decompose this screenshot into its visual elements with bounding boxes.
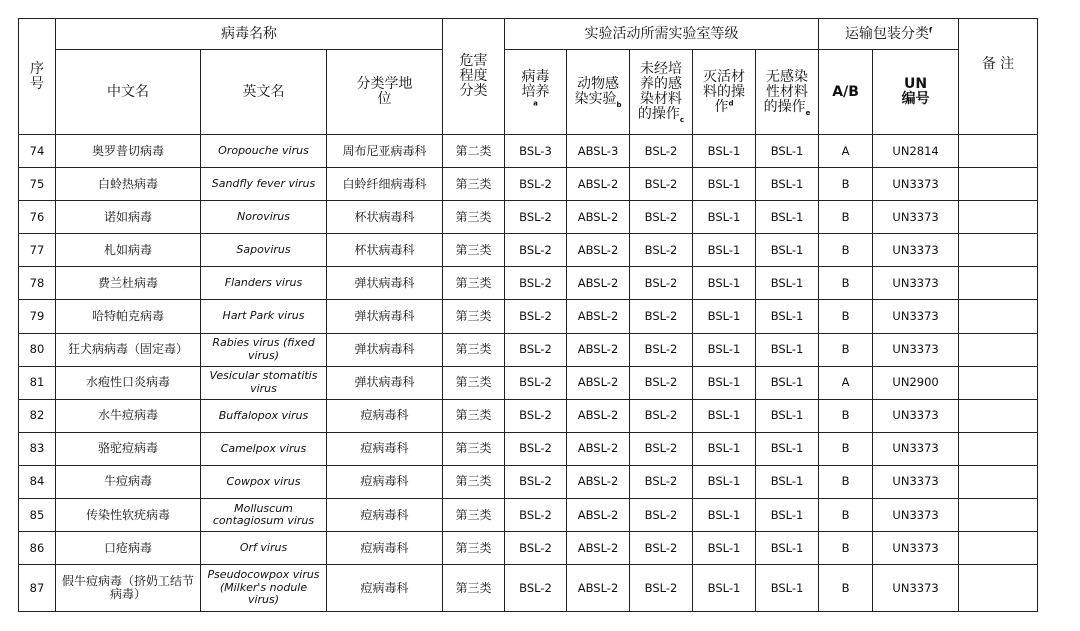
cell-en-name: Molluscum contagiosum virus bbox=[201, 499, 327, 532]
cell-animal: ABSL-2 bbox=[567, 267, 630, 300]
cell-animal: ABSL-2 bbox=[567, 432, 630, 465]
table-body bbox=[19, 135, 1038, 612]
cell-noninfectious: BSL-1 bbox=[756, 432, 819, 465]
cell-culture: BSL-2 bbox=[505, 432, 567, 465]
cell-no: 86 bbox=[19, 532, 56, 565]
cell-family: 白蛉纤细病毒科 bbox=[327, 168, 443, 201]
cell-cn-name: 水牛痘病毒 bbox=[56, 399, 201, 432]
table-row bbox=[19, 300, 1038, 333]
table-header bbox=[19, 19, 1038, 135]
cell-remark bbox=[959, 135, 1038, 168]
cell-inactivated: BSL-1 bbox=[693, 168, 756, 201]
cell-hazard: 第三类 bbox=[443, 565, 505, 612]
cell-culture: BSL-2 bbox=[505, 300, 567, 333]
cell-no: 78 bbox=[19, 267, 56, 300]
cell-remark bbox=[959, 234, 1038, 267]
cell-family: 痘病毒科 bbox=[327, 565, 443, 612]
cell-un: UN3373 bbox=[873, 300, 959, 333]
header-ab: A/B bbox=[819, 50, 873, 135]
cell-cn-name: 奥罗普切病毒 bbox=[56, 135, 201, 168]
cell-remark bbox=[959, 499, 1038, 532]
cell-inactivated: BSL-1 bbox=[693, 399, 756, 432]
cell-noninfectious: BSL-1 bbox=[756, 532, 819, 565]
cell-no: 76 bbox=[19, 201, 56, 234]
cell-ab: B bbox=[819, 168, 873, 201]
cell-animal: ABSL-2 bbox=[567, 532, 630, 565]
cell-animal: ABSL-2 bbox=[567, 499, 630, 532]
cell-en-name: Flanders virus bbox=[201, 267, 327, 300]
cell-inactivated: BSL-1 bbox=[693, 300, 756, 333]
cell-hazard: 第三类 bbox=[443, 532, 505, 565]
cell-culture: BSL-2 bbox=[505, 168, 567, 201]
cell-family: 周布尼亚病毒科 bbox=[327, 135, 443, 168]
cell-noninfectious: BSL-1 bbox=[756, 135, 819, 168]
cell-animal: ABSL-2 bbox=[567, 168, 630, 201]
cell-family: 痘病毒科 bbox=[327, 432, 443, 465]
cell-animal: ABSL-3 bbox=[567, 135, 630, 168]
cell-inactivated: BSL-1 bbox=[693, 565, 756, 612]
cell-cn-name: 骆驼痘病毒 bbox=[56, 432, 201, 465]
cell-un: UN3373 bbox=[873, 333, 959, 366]
cell-cn-name: 费兰杜病毒 bbox=[56, 267, 201, 300]
table-row bbox=[19, 135, 1038, 168]
cell-inactivated: BSL-1 bbox=[693, 135, 756, 168]
cell-inactivated: BSL-1 bbox=[693, 432, 756, 465]
cell-animal: ABSL-2 bbox=[567, 565, 630, 612]
cell-no: 84 bbox=[19, 465, 56, 498]
cell-family: 杯状病毒科 bbox=[327, 201, 443, 234]
cell-inactivated: BSL-1 bbox=[693, 234, 756, 267]
cell-ab: B bbox=[819, 234, 873, 267]
cell-remark bbox=[959, 300, 1038, 333]
header-remarks: 备 注 bbox=[959, 19, 1038, 135]
cell-un: UN3373 bbox=[873, 499, 959, 532]
cell-uncultured: BSL-2 bbox=[630, 135, 693, 168]
cell-no: 75 bbox=[19, 168, 56, 201]
cell-remark bbox=[959, 201, 1038, 234]
cell-hazard: 第三类 bbox=[443, 168, 505, 201]
cell-cn-name: 狂犬病病毒（固定毒） bbox=[56, 333, 201, 366]
table-row bbox=[19, 465, 1038, 498]
cell-culture: BSL-2 bbox=[505, 201, 567, 234]
cell-cn-name: 牛痘病毒 bbox=[56, 465, 201, 498]
cell-cn-name: 札如病毒 bbox=[56, 234, 201, 267]
cell-cn-name: 传染性软疣病毒 bbox=[56, 499, 201, 532]
cell-hazard: 第三类 bbox=[443, 333, 505, 366]
table-row bbox=[19, 234, 1038, 267]
cell-uncultured: BSL-2 bbox=[630, 465, 693, 498]
cell-inactivated: BSL-1 bbox=[693, 499, 756, 532]
cell-family: 痘病毒科 bbox=[327, 465, 443, 498]
cell-remark bbox=[959, 532, 1038, 565]
cell-un: UN3373 bbox=[873, 234, 959, 267]
cell-en-name: Oropouche virus bbox=[201, 135, 327, 168]
cell-en-name: Vesicular stomatitis virus bbox=[201, 366, 327, 399]
cell-en-name: Cowpox virus bbox=[201, 465, 327, 498]
cell-inactivated: BSL-1 bbox=[693, 201, 756, 234]
cell-cn-name: 水疱性口炎病毒 bbox=[56, 366, 201, 399]
cell-hazard: 第二类 bbox=[443, 135, 505, 168]
table-row bbox=[19, 267, 1038, 300]
cell-ab: B bbox=[819, 399, 873, 432]
cell-remark bbox=[959, 565, 1038, 612]
cell-ab: B bbox=[819, 432, 873, 465]
cell-noninfectious: BSL-1 bbox=[756, 499, 819, 532]
cell-animal: ABSL-2 bbox=[567, 201, 630, 234]
cell-noninfectious: BSL-1 bbox=[756, 201, 819, 234]
table-row bbox=[19, 532, 1038, 565]
header-noninfectious: 无感染性材料的操作$_e$ bbox=[756, 50, 819, 135]
cell-un: UN3373 bbox=[873, 532, 959, 565]
cell-culture: BSL-3 bbox=[505, 135, 567, 168]
document-page bbox=[18, 18, 1038, 612]
cell-remark bbox=[959, 267, 1038, 300]
cell-hazard: 第三类 bbox=[443, 366, 505, 399]
cell-uncultured: BSL-2 bbox=[630, 565, 693, 612]
cell-un: UN3373 bbox=[873, 399, 959, 432]
header-uncultured: 未经培养的感染材料的操作$_c$ bbox=[630, 50, 693, 135]
cell-animal: ABSL-2 bbox=[567, 333, 630, 366]
cell-inactivated: BSL-1 bbox=[693, 465, 756, 498]
table-row bbox=[19, 432, 1038, 465]
cell-family: 痘病毒科 bbox=[327, 532, 443, 565]
cell-hazard: 第三类 bbox=[443, 201, 505, 234]
cell-ab: B bbox=[819, 300, 873, 333]
cell-uncultured: BSL-2 bbox=[630, 333, 693, 366]
cell-family: 杯状病毒科 bbox=[327, 234, 443, 267]
cell-hazard: 第三类 bbox=[443, 234, 505, 267]
cell-cn-name: 假牛痘病毒（挤奶工结节病毒） bbox=[56, 565, 201, 612]
cell-un: UN3373 bbox=[873, 168, 959, 201]
cell-en-name: Rabies virus (fixed virus) bbox=[201, 333, 327, 366]
cell-un: UN2900 bbox=[873, 366, 959, 399]
cell-en-name: Sapovirus bbox=[201, 234, 327, 267]
header-inactivated: 灭活材料的操作$^d$ bbox=[693, 50, 756, 135]
cell-family: 弹状病毒科 bbox=[327, 366, 443, 399]
cell-ab: B bbox=[819, 532, 873, 565]
cell-inactivated: BSL-1 bbox=[693, 267, 756, 300]
cell-cn-name: 白蛉热病毒 bbox=[56, 168, 201, 201]
cell-no: 79 bbox=[19, 300, 56, 333]
cell-uncultured: BSL-2 bbox=[630, 399, 693, 432]
cell-uncultured: BSL-2 bbox=[630, 234, 693, 267]
cell-inactivated: BSL-1 bbox=[693, 333, 756, 366]
cell-culture: BSL-2 bbox=[505, 565, 567, 612]
table-row bbox=[19, 565, 1038, 612]
cell-un: UN3373 bbox=[873, 201, 959, 234]
cell-noninfectious: BSL-1 bbox=[756, 565, 819, 612]
cell-noninfectious: BSL-1 bbox=[756, 234, 819, 267]
cell-culture: BSL-2 bbox=[505, 465, 567, 498]
cell-no: 87 bbox=[19, 565, 56, 612]
cell-remark bbox=[959, 432, 1038, 465]
cell-ab: A bbox=[819, 135, 873, 168]
cell-family: 弹状病毒科 bbox=[327, 333, 443, 366]
table-row bbox=[19, 399, 1038, 432]
table-row bbox=[19, 201, 1038, 234]
cell-un: UN3373 bbox=[873, 565, 959, 612]
cell-uncultured: BSL-2 bbox=[630, 267, 693, 300]
cell-family: 痘病毒科 bbox=[327, 499, 443, 532]
cell-noninfectious: BSL-1 bbox=[756, 399, 819, 432]
cell-en-name: Hart Park virus bbox=[201, 300, 327, 333]
cell-family: 痘病毒科 bbox=[327, 399, 443, 432]
cell-noninfectious: BSL-1 bbox=[756, 465, 819, 498]
cell-culture: BSL-2 bbox=[505, 499, 567, 532]
cell-culture: BSL-2 bbox=[505, 333, 567, 366]
cell-animal: ABSL-2 bbox=[567, 366, 630, 399]
cell-no: 80 bbox=[19, 333, 56, 366]
cell-noninfectious: BSL-1 bbox=[756, 267, 819, 300]
cell-no: 81 bbox=[19, 366, 56, 399]
cell-family: 弹状病毒科 bbox=[327, 267, 443, 300]
cell-noninfectious: BSL-1 bbox=[756, 333, 819, 366]
cell-inactivated: BSL-1 bbox=[693, 366, 756, 399]
cell-no: 77 bbox=[19, 234, 56, 267]
cell-animal: ABSL-2 bbox=[567, 234, 630, 267]
header-virus-name-group: 病毒名称 bbox=[56, 19, 443, 50]
cell-en-name: Camelpox virus bbox=[201, 432, 327, 465]
cell-culture: BSL-2 bbox=[505, 366, 567, 399]
cell-culture: BSL-2 bbox=[505, 234, 567, 267]
cell-hazard: 第三类 bbox=[443, 465, 505, 498]
cell-ab: B bbox=[819, 267, 873, 300]
cell-animal: ABSL-2 bbox=[567, 465, 630, 498]
header-en-name: 英文名 bbox=[201, 50, 327, 135]
cell-no: 82 bbox=[19, 399, 56, 432]
cell-remark bbox=[959, 366, 1038, 399]
cell-un: UN3373 bbox=[873, 267, 959, 300]
header-animal: 动物感染实验$_b$ bbox=[567, 50, 630, 135]
cell-un: UN2814 bbox=[873, 135, 959, 168]
header-seq: 序号 bbox=[19, 19, 56, 135]
cell-no: 83 bbox=[19, 432, 56, 465]
cell-remark bbox=[959, 399, 1038, 432]
cell-un: UN3373 bbox=[873, 432, 959, 465]
cell-uncultured: BSL-2 bbox=[630, 168, 693, 201]
cell-uncultured: BSL-2 bbox=[630, 499, 693, 532]
cell-uncultured: BSL-2 bbox=[630, 201, 693, 234]
cell-cn-name: 哈特帕克病毒 bbox=[56, 300, 201, 333]
cell-uncultured: BSL-2 bbox=[630, 432, 693, 465]
cell-remark bbox=[959, 333, 1038, 366]
cell-un: UN3373 bbox=[873, 465, 959, 498]
cell-inactivated: BSL-1 bbox=[693, 532, 756, 565]
cell-culture: BSL-2 bbox=[505, 267, 567, 300]
cell-hazard: 第三类 bbox=[443, 267, 505, 300]
cell-hazard: 第三类 bbox=[443, 399, 505, 432]
cell-remark bbox=[959, 168, 1038, 201]
cell-noninfectious: BSL-1 bbox=[756, 300, 819, 333]
header-un: UN编号 bbox=[873, 50, 959, 135]
cell-ab: B bbox=[819, 333, 873, 366]
cell-culture: BSL-2 bbox=[505, 399, 567, 432]
header-transport-group: 运输包装分类$^f$ bbox=[819, 19, 959, 50]
cell-en-name: Norovirus bbox=[201, 201, 327, 234]
cell-hazard: 第三类 bbox=[443, 432, 505, 465]
cell-animal: ABSL-2 bbox=[567, 399, 630, 432]
cell-ab: B bbox=[819, 465, 873, 498]
table-row bbox=[19, 333, 1038, 366]
header-hazard: 危害程度分类 bbox=[443, 19, 505, 135]
cell-cn-name: 口疮病毒 bbox=[56, 532, 201, 565]
table-row bbox=[19, 499, 1038, 532]
cell-en-name: Sandfly fever virus bbox=[201, 168, 327, 201]
cell-remark bbox=[959, 465, 1038, 498]
cell-culture: BSL-2 bbox=[505, 532, 567, 565]
cell-hazard: 第三类 bbox=[443, 300, 505, 333]
cell-no: 85 bbox=[19, 499, 56, 532]
cell-ab: A bbox=[819, 366, 873, 399]
cell-en-name: Pseudocowpox virus (Milker's nodule virus) bbox=[201, 565, 327, 612]
cell-ab: B bbox=[819, 565, 873, 612]
cell-hazard: 第三类 bbox=[443, 499, 505, 532]
cell-en-name: Buffalopox virus bbox=[201, 399, 327, 432]
cell-en-name: Orf virus bbox=[201, 532, 327, 565]
cell-no: 74 bbox=[19, 135, 56, 168]
cell-ab: B bbox=[819, 201, 873, 234]
header-culture: 病毒培养$^a$ bbox=[505, 50, 567, 135]
table-row bbox=[19, 168, 1038, 201]
header-taxonomy: 分类学地位 bbox=[327, 50, 443, 135]
cell-cn-name: 诺如病毒 bbox=[56, 201, 201, 234]
cell-ab: B bbox=[819, 499, 873, 532]
cell-family: 弹状病毒科 bbox=[327, 300, 443, 333]
cell-uncultured: BSL-2 bbox=[630, 300, 693, 333]
table-row bbox=[19, 366, 1038, 399]
cell-noninfectious: BSL-1 bbox=[756, 366, 819, 399]
virus-classification-table bbox=[18, 18, 1038, 612]
header-cn-name: 中文名 bbox=[56, 50, 201, 135]
cell-uncultured: BSL-2 bbox=[630, 532, 693, 565]
cell-uncultured: BSL-2 bbox=[630, 366, 693, 399]
header-lab-level-group: 实验活动所需实验室等级 bbox=[505, 19, 819, 50]
cell-noninfectious: BSL-1 bbox=[756, 168, 819, 201]
cell-animal: ABSL-2 bbox=[567, 300, 630, 333]
